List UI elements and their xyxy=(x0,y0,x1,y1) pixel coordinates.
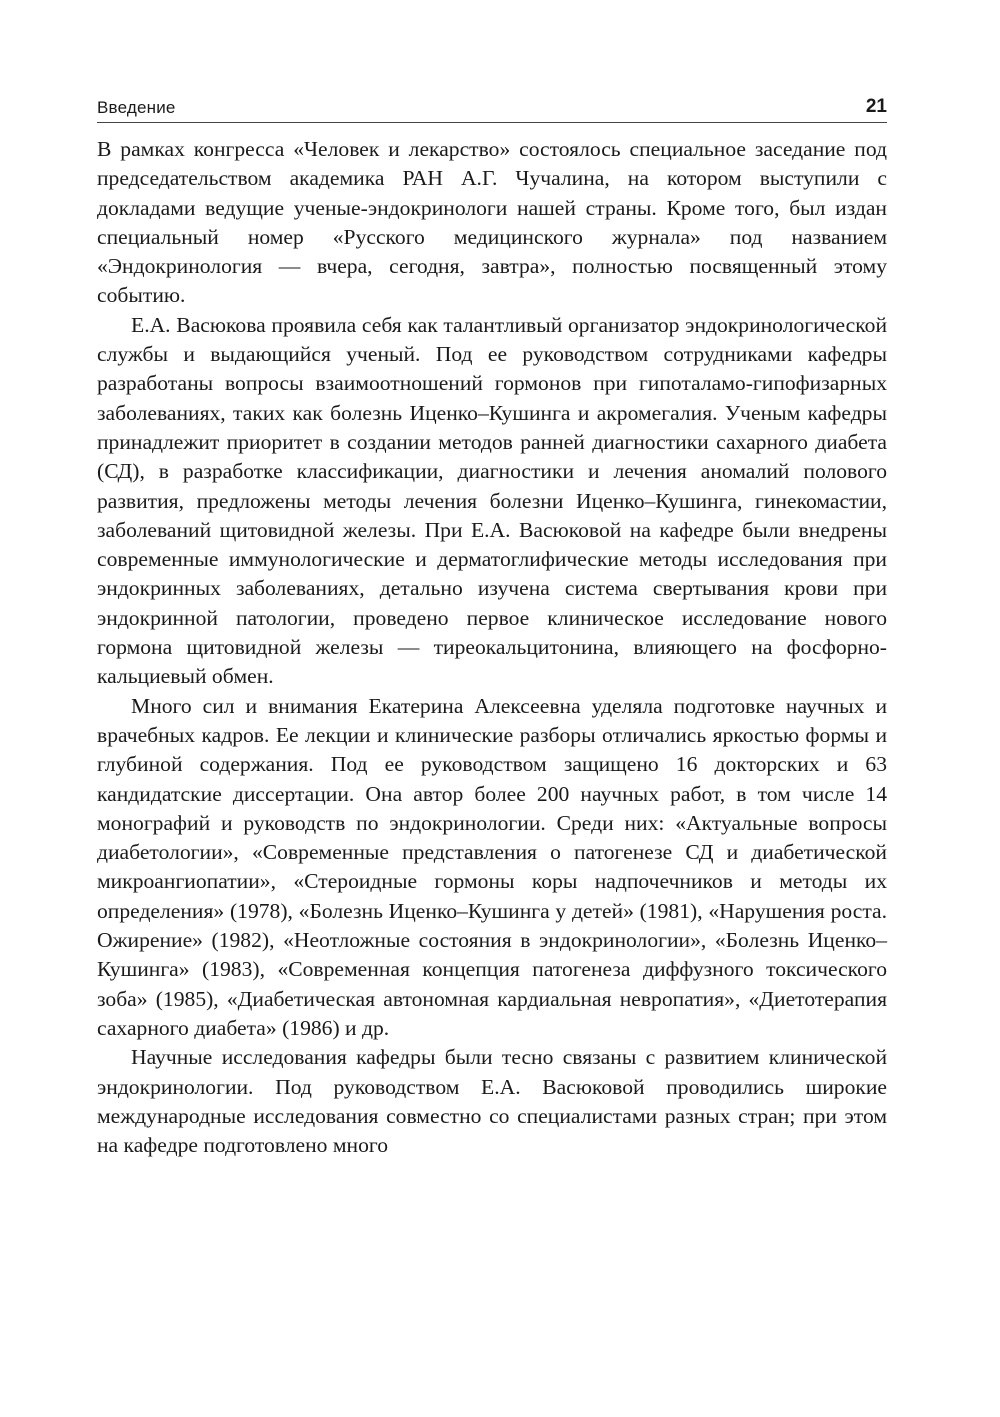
page-number: 21 xyxy=(865,96,887,117)
paragraph-4: Научные исследования кафедры были тесно связаны с развитием клинической эндокринологии. Под руководством Е.А. Васюковой проводились широкие международные исследования совместно со специалистами разных стран; при этом на кафедре подготовлено много xyxy=(97,1045,887,1158)
body-text xyxy=(97,135,887,1160)
section-title: Введение xyxy=(97,98,176,117)
paragraph-3: Много сил и внимания Екатерина Алексеевна уделяла подготовке научных и врачебных кадров. Ее лекции и клинические разборы отличались яркостью формы и глубиной содержания. Под ее руководством защищено 16 докторских и 63 кандидатские диссертации. Она автор более 200 научных работ, в том числе 14 монографий и руководств по эндокринологии. Среди них: «Актуальные вопросы диабетологии», «Современные представления о патогенезе СД и диабетической микроангиопатии», «Стероидные гормоны коры надпочечников и методы их определения» (1978), «Болезнь Иценко–Кушинга у детей» (1981), «Нарушения роста. Ожирение» (1982), «Неотложные состояния в эндокринологии», «Болезнь Иценко–Кушинга» (1983), «Современная концепция патогенеза диффузного токсического зоба» (1985), «Диабетическая автономная кардиальная невропатия», «Диетотерапия сахарного диабета» (1986) и др. xyxy=(97,693,887,1040)
paragraph-2: Е.А. Васюкова проявила себя как талантливый организатор эндокринологической службы и выдающийся ученый. Под ее руководством сотрудниками кафедры разработаны вопросы взаимоотношений гормонов при гипоталамо-гипофизарных заболеваниях, таких как болезнь Иценко–Кушинга и акромегалия. Ученым кафедры принадлежит приоритет в создании методов ранней диагностики сахарного диабета (СД), в разработке классификации, диагностики и лечения аномалий полового развития, предложены методы лечения болезни Иценко–Кушинга, гинекомастии, заболеваний щитовидной железы. При Е.А. Васюковой на кафедре были внедрены современные иммунологические и дерматоглифические методы исследования при эндокринных заболеваниях, детально изучена система свертывания крови при эндокринной патологии, проведено первое клиническое исследование нового гормона щитовидной железы — тиреокальцитонина, влияющего на фосфорно-кальциевый обмен. xyxy=(97,312,887,689)
running-header xyxy=(97,96,887,123)
paragraph-1: В рамках конгресса «Человек и лекарство» состоялось специальное заседание под председательством академика РАН А.Г. Чучалина, на котором выступили с докладами ведущие ученые-эндокринологи нашей страны. Кроме того, был издан специальный номер «Русского медицинского журнала» под названием «Эндокринология — вчера, сегодня, завтра», полностью посвященный этому событию. xyxy=(97,137,887,308)
book-page xyxy=(97,96,887,1160)
